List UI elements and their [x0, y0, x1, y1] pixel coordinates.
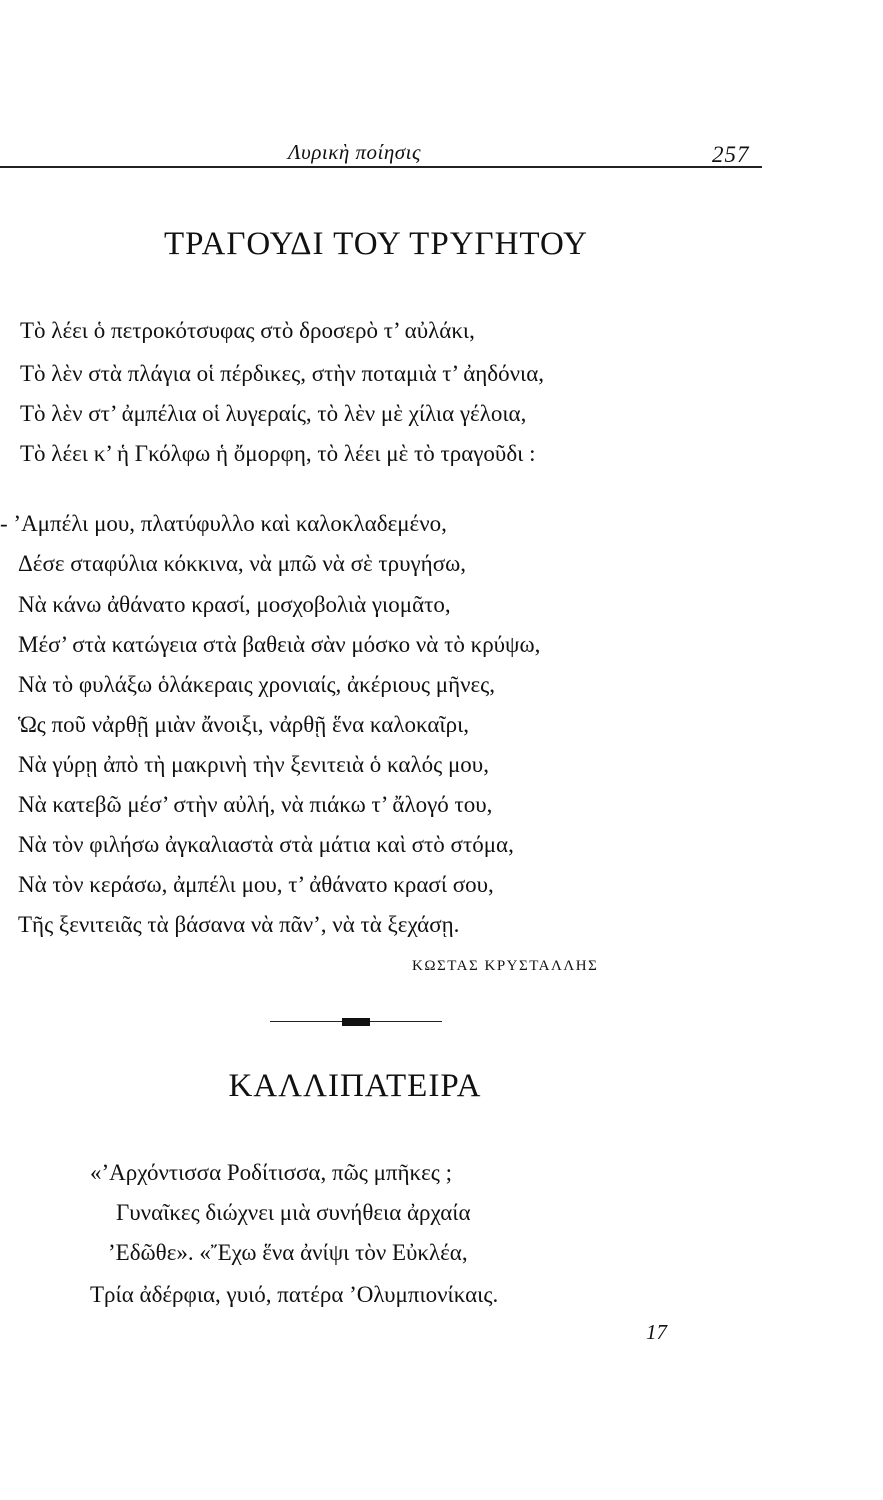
- divider-ornament: [342, 1018, 370, 1026]
- poem-line: Νὰ γύρῃ ἀπὸ τὴ μακρινὴ τὴν ξενιτειὰ ὁ καλός μου,: [18, 752, 489, 777]
- poem-line: Νὰ κατεβῶ μέσ’ στὴν αὐλή, νὰ πιάκω τ’ ἄλογό του,: [18, 792, 493, 817]
- page-number: 257: [712, 142, 750, 167]
- poem-line: Γυναῖκες διώχνει μιὰ συνήθεια ἀρχαία: [116, 1200, 471, 1225]
- running-header: [0, 140, 883, 180]
- poem-line: Νὰ κάνω ἀθάνατο κρασί, μοσχοβολιὰ γιομᾶτο,: [18, 592, 451, 617]
- poem-line: Τὸ λέει κ’ ἡ Γκόλφω ἡ ὄμορφη, τὸ λέει μὲ τὸ τραγοῦδι :: [20, 441, 536, 466]
- header-rule: [0, 166, 762, 168]
- poem-line: - ’Αμπέλι μου, πλατύφυλλο καὶ καλοκλαδεμένο,: [0, 511, 447, 536]
- poem-line: Μέσ’ στὰ κατώγεια στὰ βαθειὰ σὰν μόσκο νὰ τὸ κρύψω,: [18, 632, 541, 657]
- poem-line: Τὸ λέει ὁ πετροκότσυφας στὸ δροσερὸ τ’ αὐλάκι,: [20, 318, 475, 343]
- poem-line: Τῆς ξενιτειᾶς τὰ βάσανα νὰ πᾶν’, νὰ τὰ ξεχάσῃ.: [18, 912, 460, 937]
- poem-line: Νὰ τὸν φιλήσω ἀγκαλιαστὰ στὰ μάτια καὶ στὸ στόμα,: [18, 832, 514, 857]
- signature-number: 17: [646, 1320, 667, 1344]
- running-header-title: Λυρικὴ ποίησις: [288, 140, 421, 164]
- poem-title: ΤΡΑΓΟΥΔΙ ΤΟΥ ΤΡΥΓΗΤΟΥ: [163, 226, 589, 262]
- poem-line: Τὸ λὲν στ’ ἀμπέλια οἱ λυγεραίς, τὸ λὲν μὲ χίλια γέλοια,: [20, 401, 527, 426]
- poem-line: Ὡς ποῦ νἀρθῇ μιὰν ἄνοιξι, νἀρθῇ ἕνα καλοκαῖρι,: [18, 712, 470, 737]
- poem-line: Νὰ τὸν κεράσω, ἀμπέλι μου, τ’ ἀθάνατο κρασί σου,: [18, 872, 494, 897]
- poem-line: ’Εδῶθε». «Ἔχω ἕνα ἀνίψι τὸν Εὐκλέα,: [108, 1240, 468, 1265]
- poem-line: Τρία ἀδέρφια, γυιό, πατέρα ’Ολυμπιονίκαις.: [90, 1282, 499, 1307]
- poem-line: Τὸ λὲν στὰ πλάγια οἱ πέρδικες, στὴν ποταμιὰ τ’ ἀηδόνια,: [20, 361, 545, 386]
- poem2-title: ΚΑΛΛΙΠΑΤΕΙΡΑ: [228, 1068, 482, 1104]
- poem-line: «’Αρχόντισσα Ροδίτισσα, πῶς μπῆκες ;: [90, 1160, 453, 1185]
- poem-author: ΚΩΣΤΑΣ ΚΡΥΣΤΑΛΛΗΣ: [412, 958, 599, 974]
- poem-line: Δέσε σταφύλια κόκκινα, νὰ μπῶ νὰ σὲ τρυγήσω,: [18, 551, 466, 576]
- section-divider: [270, 1018, 442, 1026]
- poem-line: Νὰ τὸ φυλάξω ὁλάκεραις χρονιαίς, ἀκέριους μῆνες,: [18, 672, 496, 697]
